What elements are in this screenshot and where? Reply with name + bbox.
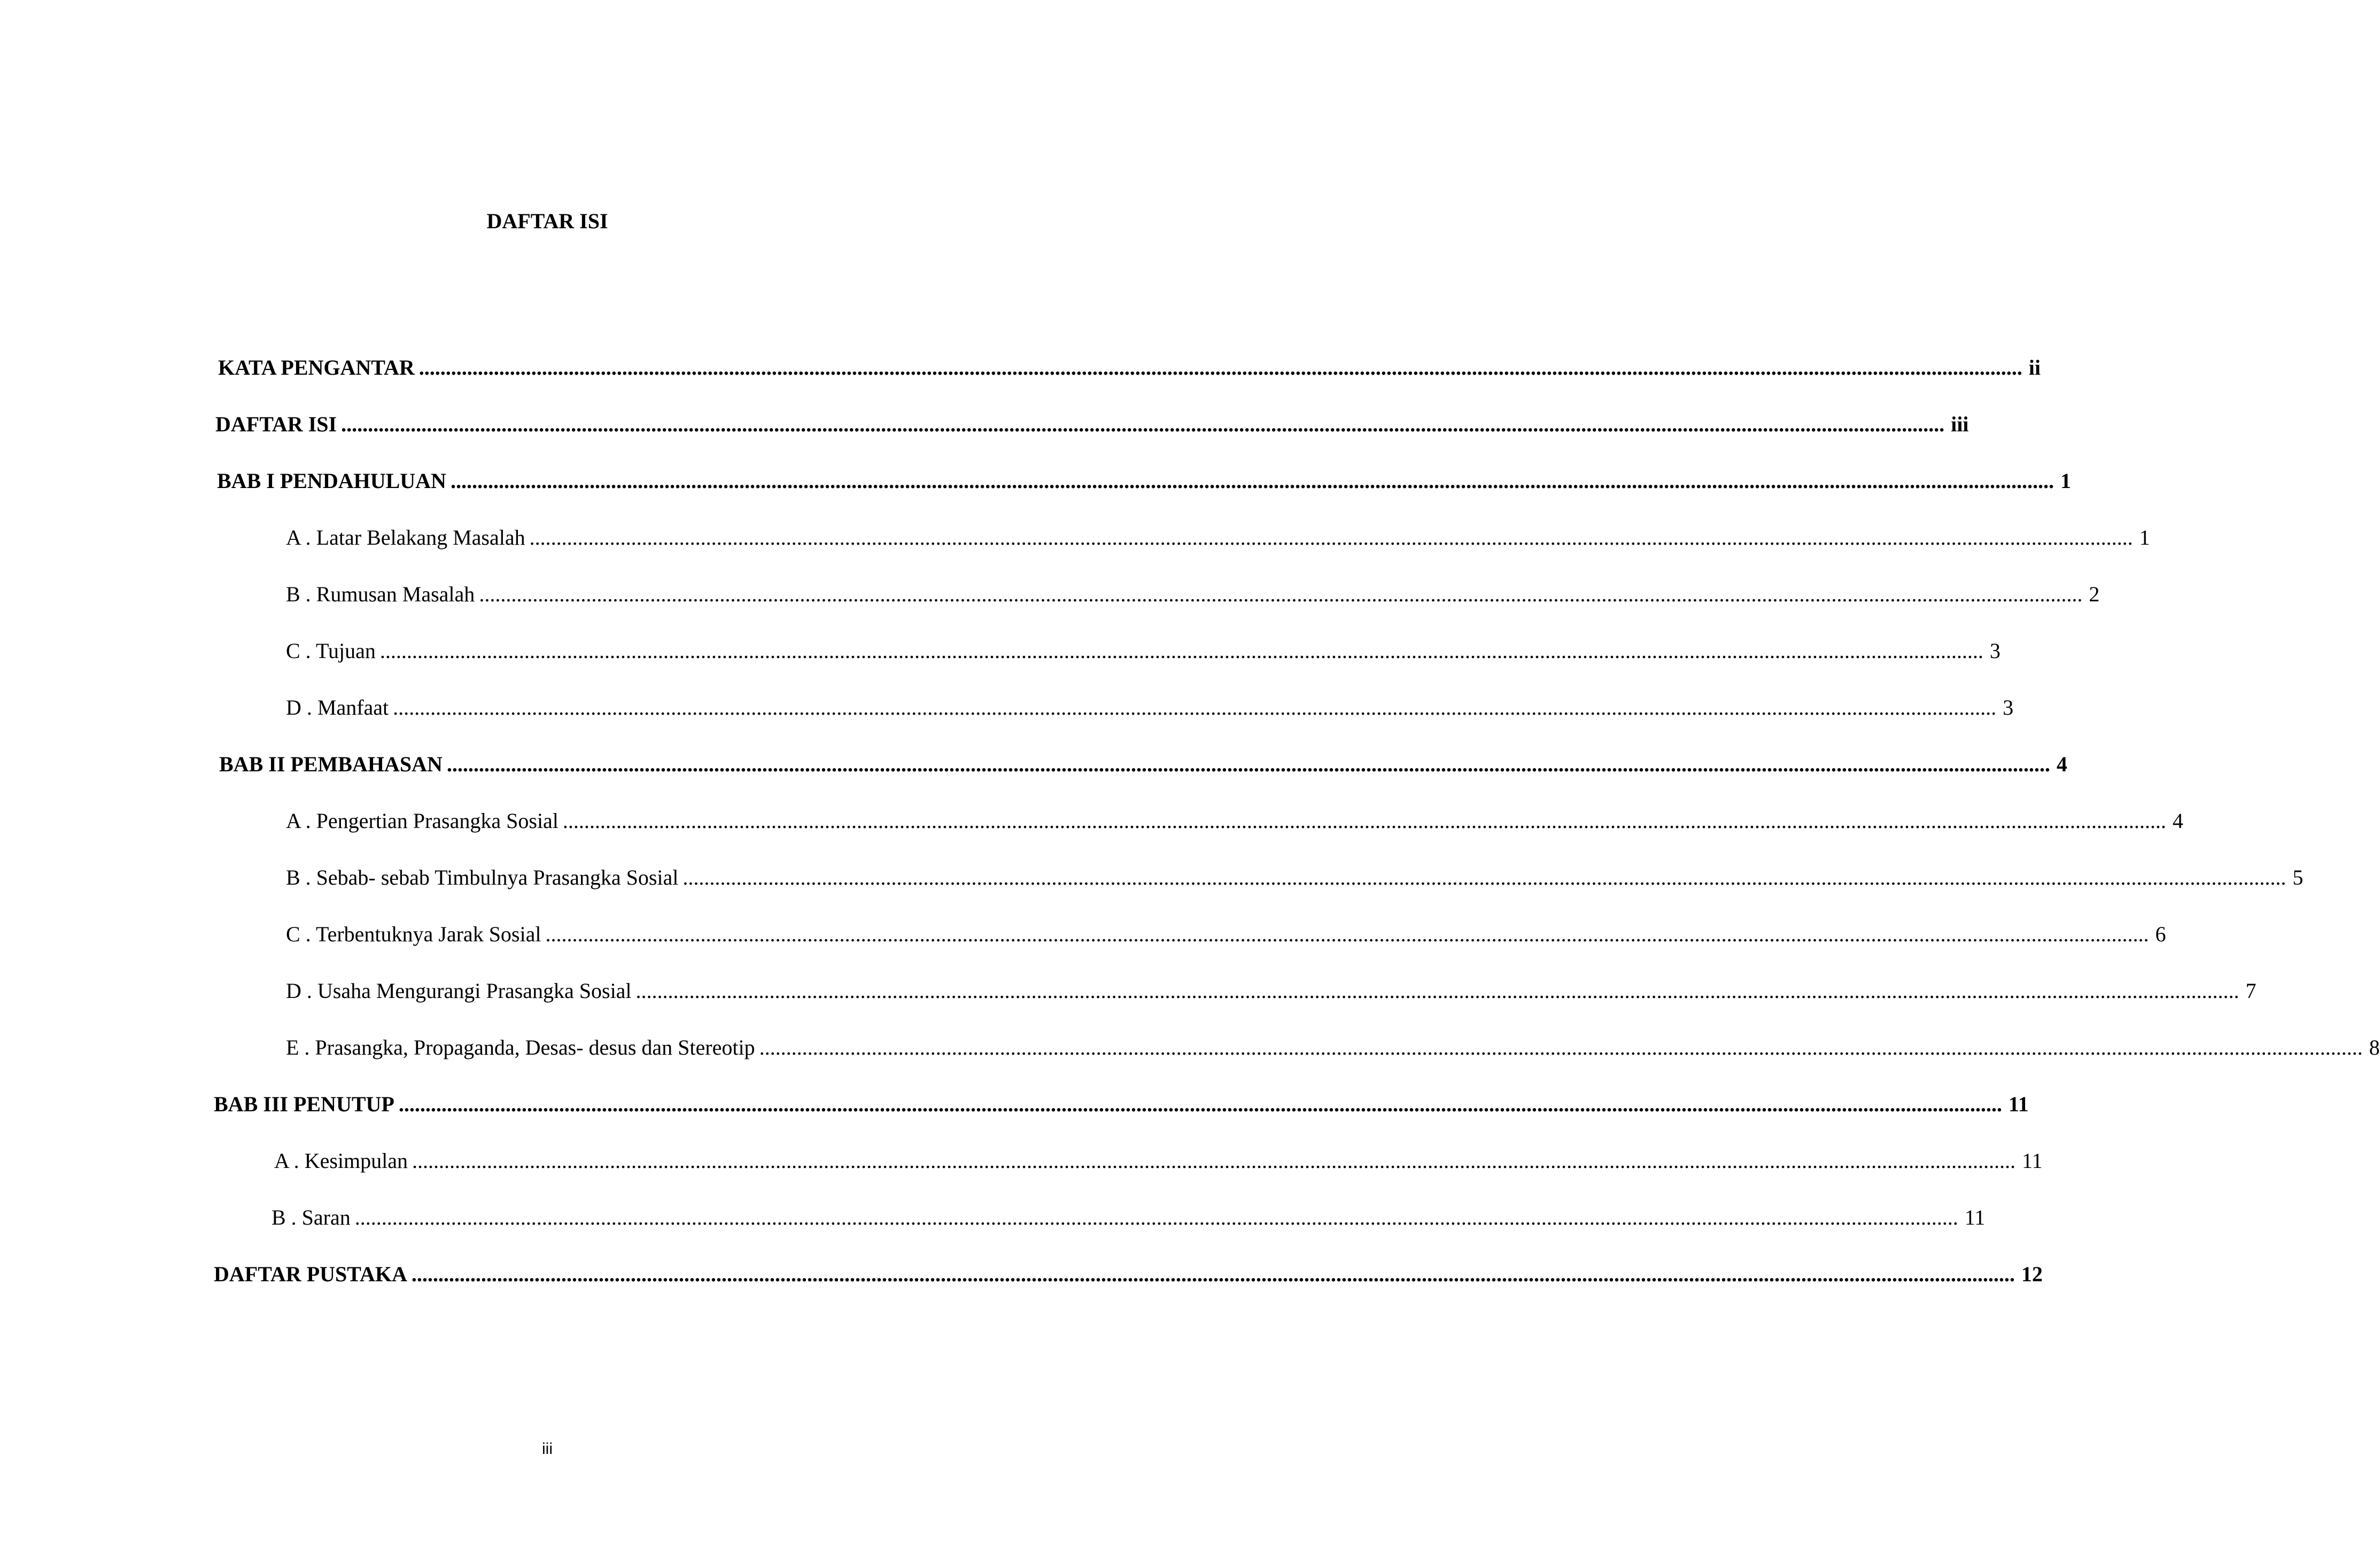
toc-leader-dots: ............................................................................................................................................................................................................................................................................................................ (412, 1149, 2015, 1173)
toc-leader-dots: ............................................................................................................................................................................................................................................................................................................ (411, 1262, 2015, 1286)
toc-leader-dots: ............................................................................................................................................................................................................................................................................................................ (545, 922, 2149, 946)
toc-entry (286, 693, 2014, 723)
toc-entry-page: 8 (2369, 1035, 2380, 1059)
toc-entry-label: BAB II PEMBAHASAN (219, 752, 443, 776)
toc-leader-dots: ............................................................................................................................................................................................................................................................................................................ (341, 412, 1945, 436)
toc-entry-label: E . Prasangka, Propaganda, Desas- desus dan Stereotip (286, 1035, 755, 1059)
toc-entry-page: 3 (1989, 639, 2001, 663)
toc-leader-dots: ............................................................................................................................................................................................................................................................................................................ (635, 979, 2239, 1003)
toc-entry-label: D . Usaha Mengurangi Prasangka Sosial (286, 979, 632, 1003)
toc-entry-label: A . Kesimpulan (274, 1149, 408, 1173)
toc-entry-label: B . Saran (272, 1205, 351, 1229)
toc-entry-page: 11 (2008, 1092, 2029, 1116)
toc-entry-label: A . Latar Belakang Masalah (286, 525, 525, 549)
toc-entry (286, 919, 2166, 949)
toc-entry-page: 3 (2003, 695, 2014, 719)
toc-leader-dots: ............................................................................................................................................................................................................................................................................................................ (379, 639, 1983, 663)
toc-entry-page: 5 (2292, 865, 2304, 889)
toc-entry-page: 4 (2172, 809, 2183, 833)
toc-entry-label: C . Terbentuknya Jarak Sosial (286, 922, 541, 946)
toc-entry-page: 1 (2139, 525, 2150, 549)
toc-leader-dots: ............................................................................................................................................................................................................................................................................................................ (398, 1092, 2002, 1116)
toc-entry-page: 7 (2245, 979, 2257, 1003)
toc-entry (217, 466, 2071, 496)
toc-leader-dots: ............................................................................................................................................................................................................................................................................................................ (479, 582, 2083, 606)
toc-entry (286, 863, 2304, 893)
toc-entry (286, 579, 2100, 609)
toc-entry (215, 409, 1969, 439)
toc-leader-dots: ............................................................................................................................................................................................................................................................................................................ (562, 809, 2166, 833)
toc-entry-label: KATA PENGANTAR (218, 355, 415, 380)
toc-entry (286, 1033, 2380, 1063)
toc-entry (272, 1203, 1986, 1233)
toc-entry-label: B . Rumusan Masalah (286, 582, 475, 606)
toc-entry (286, 976, 2257, 1006)
toc-leader-dots: ............................................................................................................................................................................................................................................................................................................ (450, 469, 2054, 493)
toc-entry (274, 1146, 2043, 1176)
toc-entry-label: BAB III PENUTUP (214, 1092, 394, 1116)
footer-page-number: iii (542, 1440, 553, 1458)
toc-entry-label: DAFTAR PUSTAKA (214, 1262, 407, 1286)
toc-leader-dots: ............................................................................................................................................................................................................................................................................................................ (354, 1205, 1958, 1229)
toc-entry (286, 636, 2001, 666)
toc-entry (219, 749, 2067, 779)
toc-entry-page: 6 (2155, 922, 2166, 946)
toc-entry-label: DAFTAR ISI (215, 412, 337, 436)
toc-entry-label: BAB I PENDAHULUAN (217, 469, 446, 493)
page-title: DAFTAR ISI (486, 209, 608, 233)
toc-entry-label: B . Sebab- sebab Timbulnya Prasangka Sosial (286, 865, 679, 889)
toc-entry (218, 353, 2041, 383)
toc-leader-dots: ............................................................................................................................................................................................................................................................................................................ (418, 355, 2022, 380)
toc-entry-page: 4 (2056, 752, 2067, 776)
toc-entry (214, 1089, 2029, 1119)
toc-entry (286, 523, 2150, 553)
toc-entry-page: iii (1951, 412, 1969, 436)
toc-leader-dots: ............................................................................................................................................................................................................................................................................................................ (683, 865, 2286, 889)
toc-leader-dots: ............................................................................................................................................................................................................................................................................................................ (446, 752, 2050, 776)
toc-entry-label: D . Manfaat (286, 695, 389, 719)
toc-entry-page: 2 (2089, 582, 2100, 606)
toc-entry-page: 11 (1964, 1205, 1986, 1229)
toc-leader-dots: ............................................................................................................................................................................................................................................................................................................ (393, 695, 1997, 719)
toc-leader-dots: ............................................................................................................................................................................................................................................................................................................ (759, 1035, 2363, 1059)
toc-leader-dots: ............................................................................................................................................................................................................................................................................................................ (529, 525, 2133, 549)
toc-entry-label: C . Tujuan (286, 639, 376, 663)
toc-entry (286, 806, 2183, 836)
toc-entry-page: 12 (2021, 1262, 2043, 1286)
toc-entry-label: A . Pengertian Prasangka Sosial (286, 809, 559, 833)
toc-entry-page: ii (2028, 355, 2041, 380)
toc-entry-page: 1 (2060, 469, 2071, 493)
toc-entry (214, 1259, 2043, 1289)
toc-entry-page: 11 (2021, 1149, 2043, 1173)
